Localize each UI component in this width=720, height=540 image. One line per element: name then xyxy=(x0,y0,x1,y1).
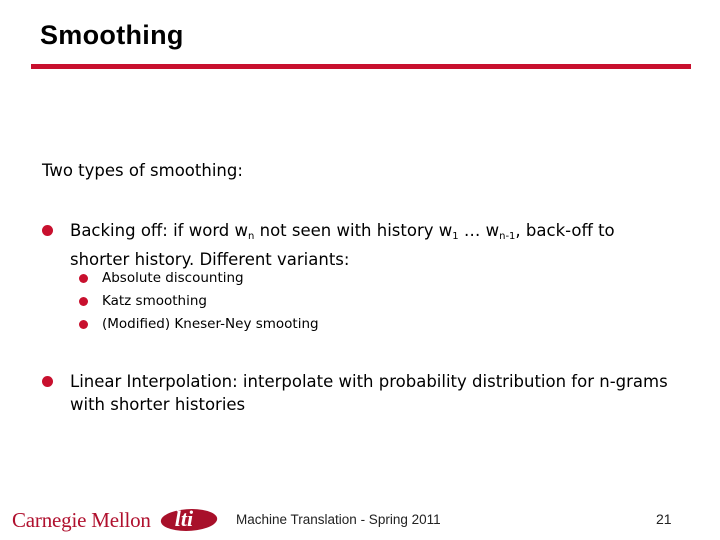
cmu-lti-logo xyxy=(12,507,219,533)
bullet-dot-icon xyxy=(42,376,53,387)
bullet-dot-icon xyxy=(42,225,53,236)
bullet-linear-interpolation xyxy=(42,370,670,416)
sub-item xyxy=(79,313,319,336)
footer-course-title: Machine Translation - Spring 2011 xyxy=(236,512,441,527)
lti-logo-icon: lti xyxy=(161,507,219,533)
sub-item xyxy=(79,267,244,290)
intro-text: Two types of smoothing: xyxy=(42,161,243,180)
sub-item xyxy=(79,290,207,313)
page-number: 21 xyxy=(656,511,672,527)
slide-title: Smoothing xyxy=(40,20,184,50)
title-divider xyxy=(31,64,691,69)
sub-bullet-dot-icon xyxy=(79,320,88,329)
sub-bullet-dot-icon xyxy=(79,297,88,306)
bullet-text: Linear Interpolation: interpolate with probability distribution for n-grams with shorter histories xyxy=(70,372,668,414)
sub-item-text: Katz smoothing xyxy=(102,293,207,309)
sub-item-text: (Modified) Kneser-Ney smooting xyxy=(102,316,319,332)
sub-item-text: Absolute discounting xyxy=(102,270,244,286)
bullet-text: Backing off: if word $w_n$ not seen with history $w_1$ … $w_{n-1}$, back-off to shorter history. Different variants: xyxy=(70,221,615,269)
carnegie-mellon-wordmark: Carnegie Mellon xyxy=(12,507,151,532)
sub-bullet-dot-icon xyxy=(79,274,88,283)
bullet-backing-off xyxy=(42,219,670,271)
